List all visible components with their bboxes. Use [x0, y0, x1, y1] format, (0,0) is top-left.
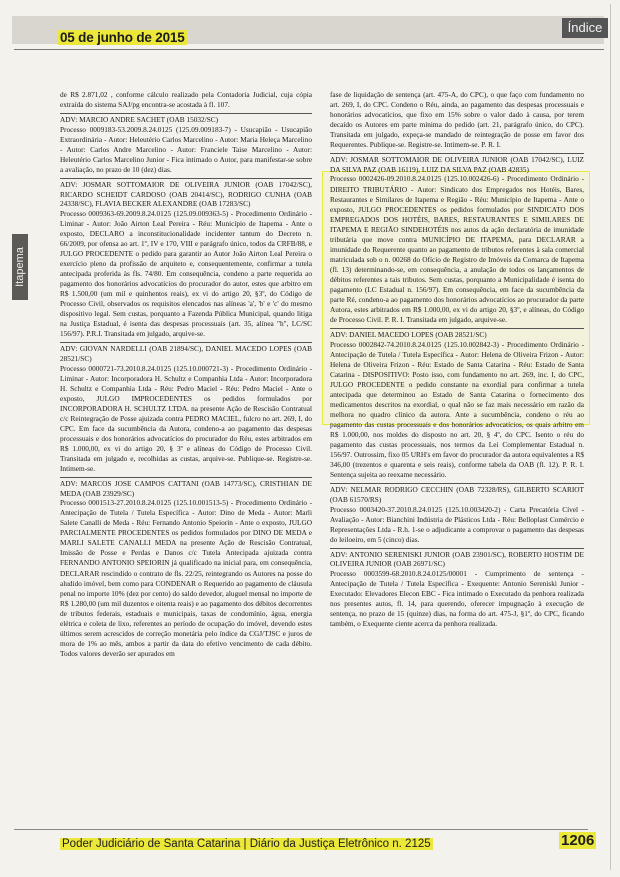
- entry: [330, 483, 584, 544]
- index-tab[interactable]: Índice: [562, 18, 608, 38]
- entry-text: fase de liquidação de sentença (art. 475-A, do CPC), o que faço com fundamento no art. 269, I, do CPC. Condeno o Réu, ainda, ao pagamento das despesas processuais e honorários advocatícios, que fixo em 15% sobre o valor dado à causa, por terem decaído os Autores em parte mínima do pedido (art. 21, parágrafo único, do CPC). Transitada em julgado, expeça-se mandado de reintegração de posse em favor dos Requerentes. Publique-se. Registre-se. Intimem-se. P. R. I.: [330, 90, 584, 150]
- entry-text: Processo 0002426-09.2010.8.24.0125 (125.10.002426-6) - Procedimento Ordinário - DIREITO TRIBUTÁRIO - Autor: Sindicato dos Empregados nos Hotéis, Bares, Restaurantes e Similares de Itapema e Região - Réu: Município de Itapema - Ante o exposto, JULGO PROCEDENTES os pedidos formulados por SINDICATO DOS EMPREGADOS DOS HOTÉIS, BARES, RESTAURANTES E SIMILARES DE ITAPEMA E REGIÃO SINDEHOTÉIS nos autos da ação declaratória de imunidade tributária que move contra MUNICÍPIO DE ITAPEMA, para DECLARAR a imunidade do Requerente quanto ao pagamento de tributos referentes à sala comercial matriculada sob o n. 00268 do Ofício de Registro de Imóveis da Comarca de Itapema (fl. 13) determinando-se, em consequência, a anulação de todos os lançamentos de débitos referentes a tais tributos. Sem custas, porquanto a Municipalidade é isenta do pagamento (LC Estadual n. 156/97). Em consequência, em face da sucumbência da parte Ré, condeno-a ao pagamento dos honorários advocatícios ao procurador da parte Autora, estes arbitrados em R$ 1.000,00, ex vi do artigo 20, §3º, e alíneas, do Código de Processo Civil. P. R. I. Transitada em julgado, arquive-se.: [330, 174, 584, 325]
- entry-text: Processo 0003599-68.2010.8.24.0125/00001 - Cumprimento de sentença - Antecipação de Tutela / Tutela Específica - Exequente: Antonio Sereniski Junior - Executado: Elevadores Elecon EBC - Fica intimado o Executado da penhora realizada nos presentes autos, fl. 14, para querendo, oferecer impugnação à execução de sentença, no prazo de 15 (quinze) dias, na forma do art. 475-J, §1º, do CPC, ficando também, o Exequente ciente acerca da penhora realizada.: [330, 568, 584, 629]
- left-column: [60, 90, 312, 662]
- entry-text: Processo 0002842-74.2010.8.24.0125 (125.10.002842-3) - Procedimento Ordinário - Antecipação de Tutela / Tutela Específica - Autor: Helena de Oliveira Frizon - Autor: Helena de Oliveira Frizon - Réu: Estado de Santa Catarina - Réu: Estado de Santa Catarina - DISPOSITIVO: Posto isso, com fundamento no art. 269, inc. I, do CPC, JULGO PROCEDENTE o pedido constante na exordial para confirmar a tutela antecipada que determinou ao Estado de Santa Catarina o fornecimento dos medicamentos descritos na exordial, o qual não se faz mais necessário em razão da melhora no quadro clínico da autora. Ante a sucumbência, condeno o réu ao pagamento das custas processuais e dos honorários advocatícios, os quais arbitro em R$ 1.000,00, nos moldes do disposto no art. 20, § 4º, do CPC. Isento o réu do pagamento das custas processuais, nos termos da Lei Complementar Estadual n. 156/97. Outrossim, fixo 05 URH's em favor do procurador da autora equivalentes a R$ 346,00 (trezentos e quarenta e seis reais), conforme tabela da OAB (fl. 12). P. R. I. Sentença sujeita ao reexame necessário.: [330, 339, 584, 480]
- footer-publication: Poder Judiciário de Santa Catarina | Diário da Justiça Eletrônico n. 2125: [62, 838, 431, 850]
- entry-heading: ADV: NELMAR RODRIGO CECCHIN (OAB 72328/RS), GILBERTO SCARIOT (OAB 61570/RS): [330, 485, 584, 505]
- section-side-tab: [12, 234, 28, 300]
- entry: [330, 548, 584, 629]
- entry-heading: ADV: JOSMAR SOTTOMAIOR DE OLIVEIRA JUNIOR (OAB 17042/SC), RICARDO SCHEIDT CARDOSO (OAB 20414/SC), RODRIGO CUNHA (OAB 24338/SC), FLAVIA BECKER ALEXANDRE (OAB 17283/SC): [60, 179, 312, 209]
- entry-continuation: [330, 90, 584, 150]
- page-number: 1206: [561, 832, 595, 849]
- entry-heading: ADV: MARCIO ANDRE SACHET (OAB 15032/SC): [60, 113, 312, 125]
- entry: [60, 178, 312, 339]
- header-divider: [14, 49, 604, 50]
- entry-heading: ADV: ANTONIO SERENISKI JUNIOR (OAB 23901/SC), ROBERTO HOSTIM DE OLIVEIRA JUNIOR (OAB 26971/SC): [330, 549, 584, 569]
- entry: [60, 342, 312, 474]
- footer-divider: [14, 829, 588, 830]
- entry: [330, 328, 584, 480]
- entry: [60, 477, 312, 659]
- entry: [330, 153, 584, 325]
- right-column: [330, 90, 584, 632]
- section-side-label: Itapema: [14, 247, 26, 287]
- entry-text: Processo 0001513-27.2010.8.24.0125 (125.10.001513-5) - Procedimento Ordinário - Antecipação de Tutela / Tutela Específica - Autor: Dino de Meda - Autor: Marli Salete Canalli de Meda - Réu: Fernando Antonio Speiorin - Ante o exposto, JULGO PARCIALMENTE PROCEDENTES os pedidos formulados por DINO DE MEDA e MARLI SALETE CANALLI MEDA na presente Ação de Rescisão Contratual, Imissão de Posse e Perdas e Danos c/c Tutela Antecipada ajuizada contra FERNANDO ANTONIO SPEIORIN já qualificado na inicial para, em consequência, DECLARAR rescindido o contrato de fls. 22/25, reintegrando os Autores na posse do aludido imóvel, bem como para CONDENAR o Requerido ao pagamento de cláusula penal no importe 10% (dez por cento) do saldo devedor, aluguel mensal no importe de R$ 1.280,00 (um mil duzentos e oitenta reais) e ao pagamento dos débitos decorrentes de tributos federais, estaduais e municipais, taxas de condomínio, água, energia elétrica e coleta de lixo, referentes ao período de ocupação do imóvel, devendo estes últimos serem acrescidos de correção monetária pelo índice da CGJ/TJSC e juros de mora de 1% ao mês, ambos a partir da data do efetivo vencimento de cada débito. Todos valores deverão ser apurados em: [60, 498, 312, 658]
- entry: [60, 113, 312, 175]
- entry-text: Processo 0009183-53.2009.8.24.0125 (125.09.009183-7) - Usucapião - Usucapião Extraordinária - Autor: Heleutério Carlos Marcelino - Autor: Maria Heleça Marcelino - Autor: Carlos Andre Marcelino - Autor: Franciele Taise Marcelino - Autor: Heleutério Carlos Marcelino Junior - Fica intimado o Autor, para manifestar-se sobre a avaliação, no prazo de 10 (dez) dias.: [60, 124, 312, 174]
- entry-heading: ADV: GIOVAN NARDELLI (OAB 21894/SC), DANIEL MACEDO LOPES (OAB 28521/SC): [60, 344, 312, 363]
- entry-continuation: [60, 90, 312, 110]
- entry-text: Processo 0003420-37.2010.8.24.0125 (125.10.003420-2) - Carta Precatória Cível - Avaliação - Autor: Bianchini Indústria de Plásticos Ltda - Réu: Belloplast Comércio e Representações Ltda - R.h. 1-se o adjudicante a comprovar o pagamento das despesas do leiloeiro, em 5 (cinco) dias.: [330, 504, 584, 544]
- entry-heading: ADV: MARCOS JOSE CAMPOS CATTANI (OAB 14773/SC), CRISTHIAN DE MEDA (OAB 23929/SC): [60, 479, 312, 498]
- entry-text: Processo 0000721-73.2010.8.24.0125 (125.10.000721-3) - Procedimento Ordinário - Liminar - Autor: Incorporadora H. Schultz e Companhia Ltda - Autor: Incorporadora H. Schultz e Companhia Ltda - Réu: Pedro Maciel - Réu: Pedro Maciel - Ante o exposto, JULGO IMPROCEDENTES os pedidos formulados por INCORPORADORA H. SCHULTZ LTDA. na presente Ação de Rescisão Contratual c/c Reintegração de Posse ajuizada contra PEDRO MACIEL, fulcro no art. 269, I, do CPC. Em face da sucumbência da Autora, condeno-a ao pagamento das despesas processuais e dos honorários advocatícios do procurador do Réu, estes arbitrados em R$ 1.000,00, ex vi do artigo 20, § 3º e alíneas do Código de Processo Civil. Transitada em julgado e, recolhidas as custas, arquive-se. Publique-se. Registre-se. Intimem-se.: [60, 363, 312, 473]
- publication-date: 05 de junho de 2015: [60, 30, 185, 45]
- entry-text: de R$ 2.871,02 , conforme cálculo realizado pela Contadoria Judicial, cuja cópia extraída do sistema SAJ/pg encontra-se acostada à fl. 107.: [60, 90, 312, 110]
- entry-text: Processo 0009363-69.2009.8.24.0125 (125.09.009363-5) - Procedimento Ordinário - Liminar - Autor: João Airton Leal Pereira - Réu: Município de Itapema - Ante o exposto, DECLARO a inconstitucionalidade incidenter tantum do Decreto n. 66/2009, por ofensa ao art. 1º, IV e 170, VIII e parágrafo único, todos da CRFB/88, e JULGO PROCEDENTE o pedido para garantir ao Autor João Airton Leal Pereira o exercício pleno da profissão de arquiteto e, consequentemente, confirmar a tutela antecipada proferida às fls. 74/80. Em consequência, condeno a parte requerida ao pagamento dos honorários advocatícios do procurador do autor, estes que arbitro em R$ 1.500,00 (um mil e quinhentos reais), ex vi do artigo 20, §3º, do Código de Processo Civil, observados os requisitos elencados nas alíneas 'a', 'b' e 'c' do mesmo dispositivo legal. Sem custas, porquanto a Fazenda Pública Municipal, quando litiga na Justiça Estadual, é isenta das despesas processuais (art. 35, alínea "h", LC/SC 156/97). P.R.I. Transitada em julgado, arquive-se.: [60, 208, 312, 339]
- entry-heading: ADV: JOSMAR SOTTOMAIOR DE OLIVEIRA JUNIOR (OAB 17042/SC), LUIZ DA SILVA PAZ (OAB 16119), LUIZ DA SILVA PAZ (OAB 42835): [330, 155, 584, 174]
- entry-heading: ADV: DANIEL MACEDO LOPES (OAB 28521/SC): [330, 328, 584, 340]
